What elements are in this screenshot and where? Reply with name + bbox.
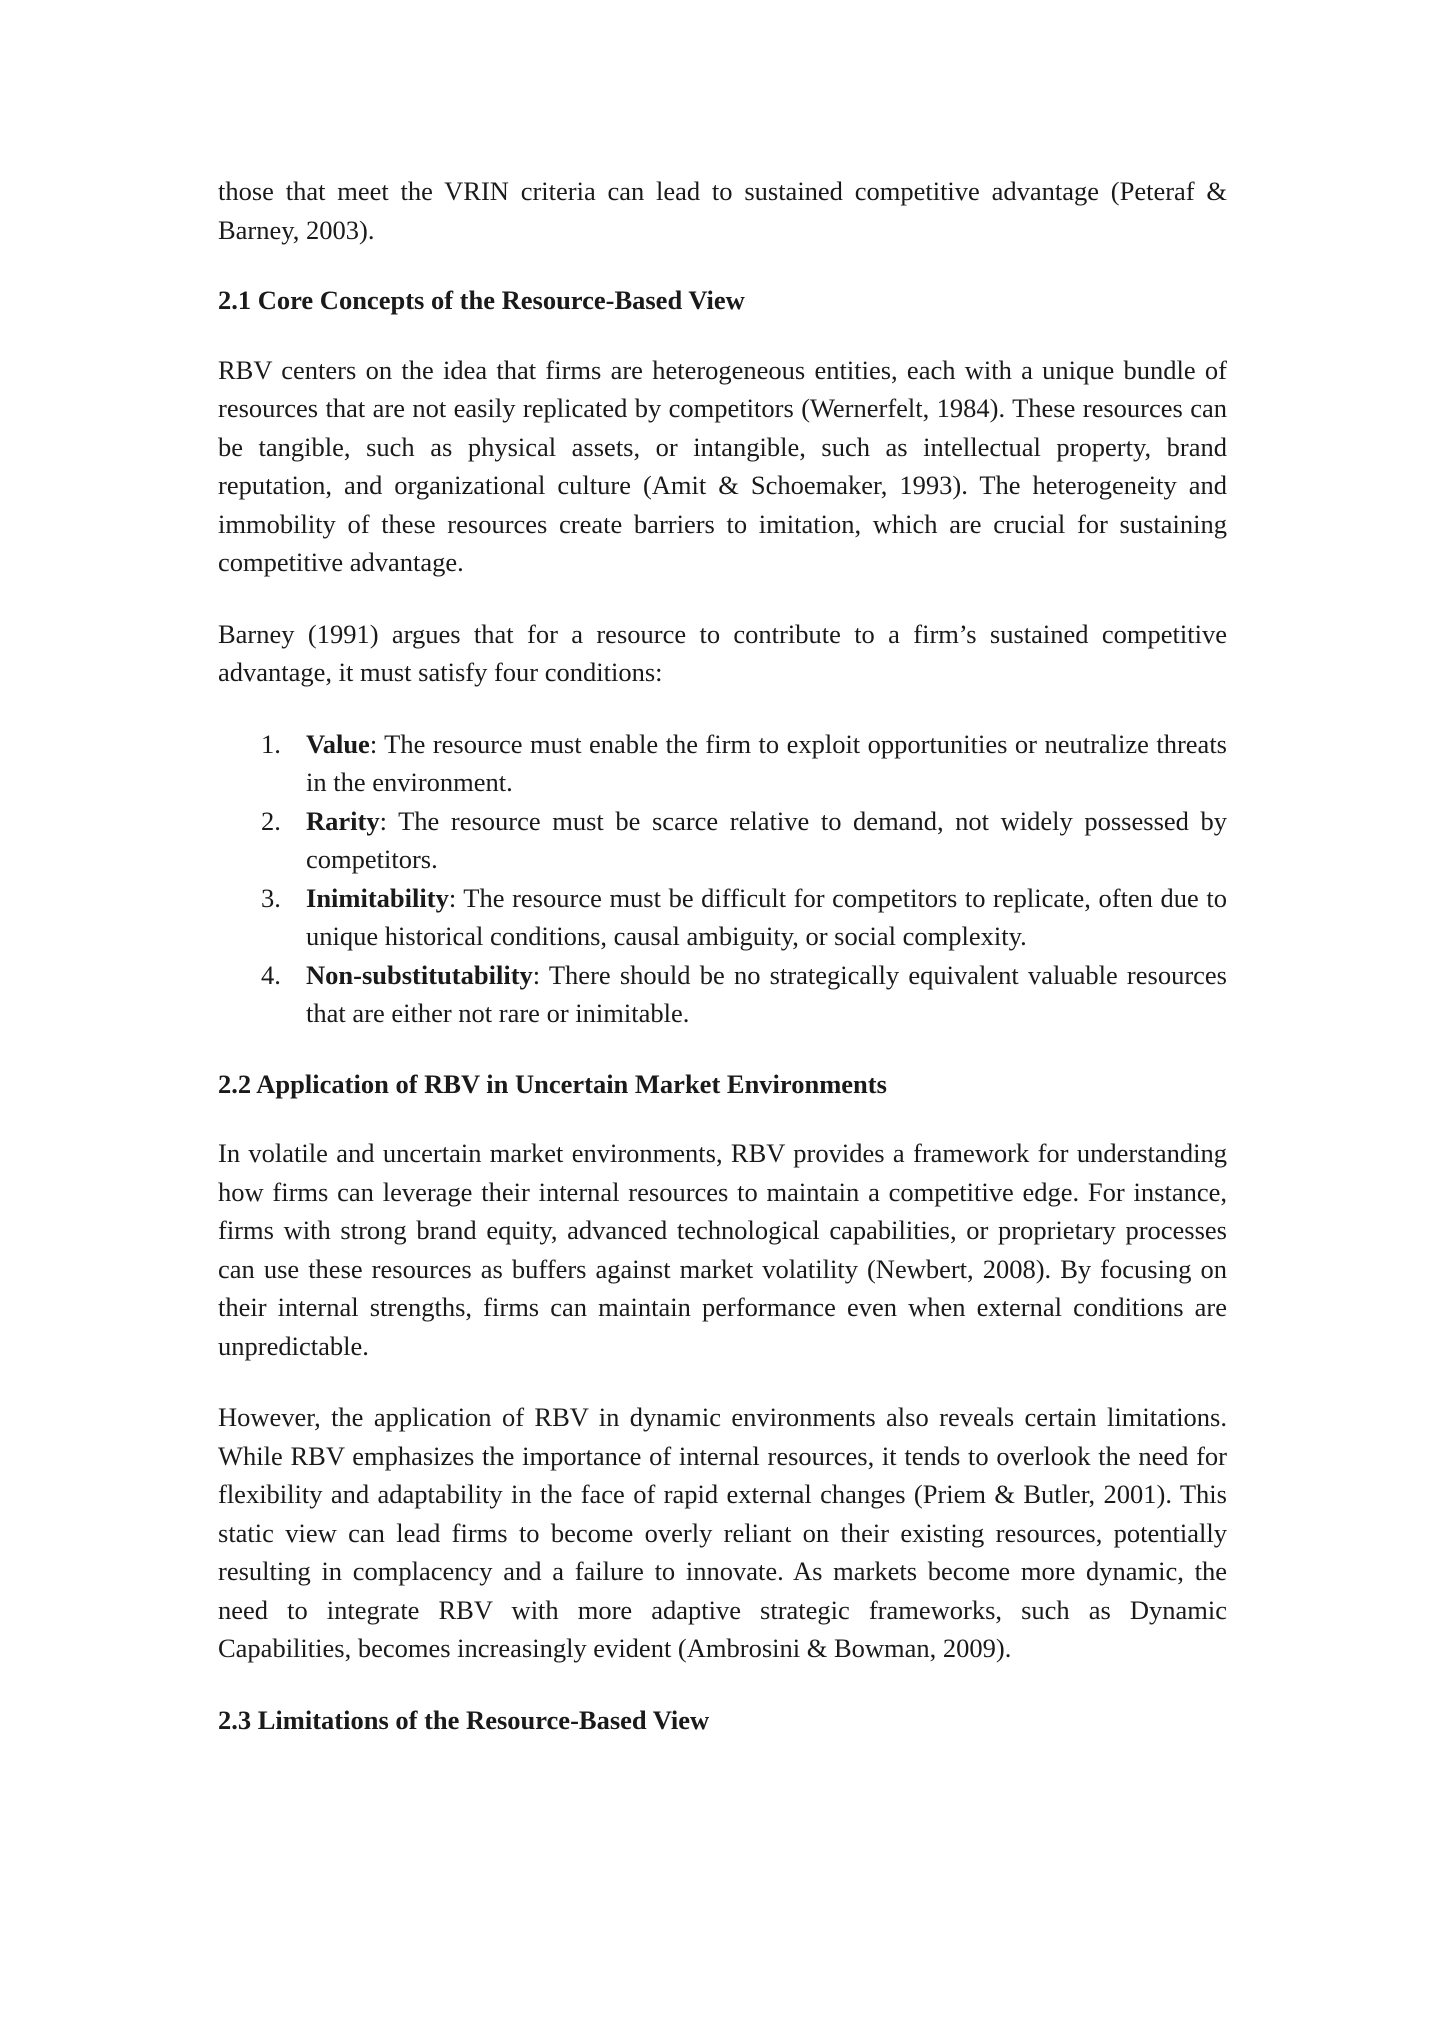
list-item-text: : The resource must enable the firm to exploit opportunities or neutralize threats in the environment. xyxy=(306,728,1227,797)
list-item-number: 4. xyxy=(261,959,281,990)
section-2-3-heading: 2.3 Limitations of the Resource-Based View xyxy=(218,1704,710,1735)
list-item-term: Value xyxy=(306,728,370,759)
list-item-number: 1. xyxy=(261,728,281,759)
section-2-2-paragraph-2: However, the application of RBV in dynamic environments also reveals certain limitations. While RBV emphasizes the importance of internal resources, it tends to overlook the need for flexibility and adaptability in the face of rapid external changes (Priem & Butler, 2001). This static view can lead firms to become overly reliant on their existing resources, potentially resulting in complacency and a failure to innovate. As markets become more dynamic, the need to integrate RBV with more adaptive strategic frameworks, such as Dynamic Capabilities, becomes increasingly evident (Ambrosini & Bowman, 2009). xyxy=(218,1402,1227,1663)
document-page xyxy=(218,172,1227,1770)
list-item xyxy=(261,725,1227,802)
list-item xyxy=(261,879,1227,956)
list-item xyxy=(261,956,1227,1033)
intro-continuation-paragraph: those that meet the VRIN criteria can lead to sustained competitive advantage (Peteraf & Barney, 2003). xyxy=(218,176,1227,245)
list-item-term: Inimitability xyxy=(306,882,449,913)
section-2-1-paragraph-2: Barney (1991) argues that for a resource to contribute to a firm’s sustained competitive advantage, it must satisfy four conditions: xyxy=(218,618,1227,687)
section-2-2-heading: 2.2 Application of RBV in Uncertain Market Environments xyxy=(218,1068,887,1099)
list-item-term: Non-substitutability xyxy=(306,959,533,990)
vrin-conditions-list xyxy=(218,725,1227,1033)
list-item-number: 2. xyxy=(261,805,281,836)
list-item-text: : There should be no strategically equivalent valuable resources that are either not rare or inimitable. xyxy=(306,959,1227,1028)
list-item-term: Rarity xyxy=(306,805,380,836)
list-item-text: : The resource must be difficult for competitors to replicate, often due to unique historical conditions, causal ambiguity, or social complexity. xyxy=(306,882,1227,951)
section-2-2-paragraph-1: In volatile and uncertain market environments, RBV provides a framework for understanding how firms can leverage their internal resources to maintain a competitive edge. For instance, firms with strong brand equity, advanced technological capabilities, or proprietary processes can use these resources as buffers against market volatility (Newbert, 2008). By focusing on their internal strengths, firms can maintain performance even when external conditions are unpredictable. xyxy=(218,1138,1227,1361)
list-item-number: 3. xyxy=(261,882,281,913)
section-2-1-paragraph-1: RBV centers on the idea that firms are heterogeneous entities, each with a unique bundle of resources that are not easily replicated by competitors (Wernerfelt, 1984). These resources can be tangible, such as physical assets, or intangible, such as intellectual property, brand reputation, and organizational culture (Amit & Schoemaker, 1993). The heterogeneity and immobility of these resources create barriers to imitation, which are crucial for sustaining competitive advantage. xyxy=(218,354,1227,577)
section-2-1-heading: 2.1 Core Concepts of the Resource-Based View xyxy=(218,285,745,315)
list-item xyxy=(261,802,1227,879)
list-item-text: : The resource must be scarce relative to demand, not widely possessed by competitors. xyxy=(306,805,1227,874)
